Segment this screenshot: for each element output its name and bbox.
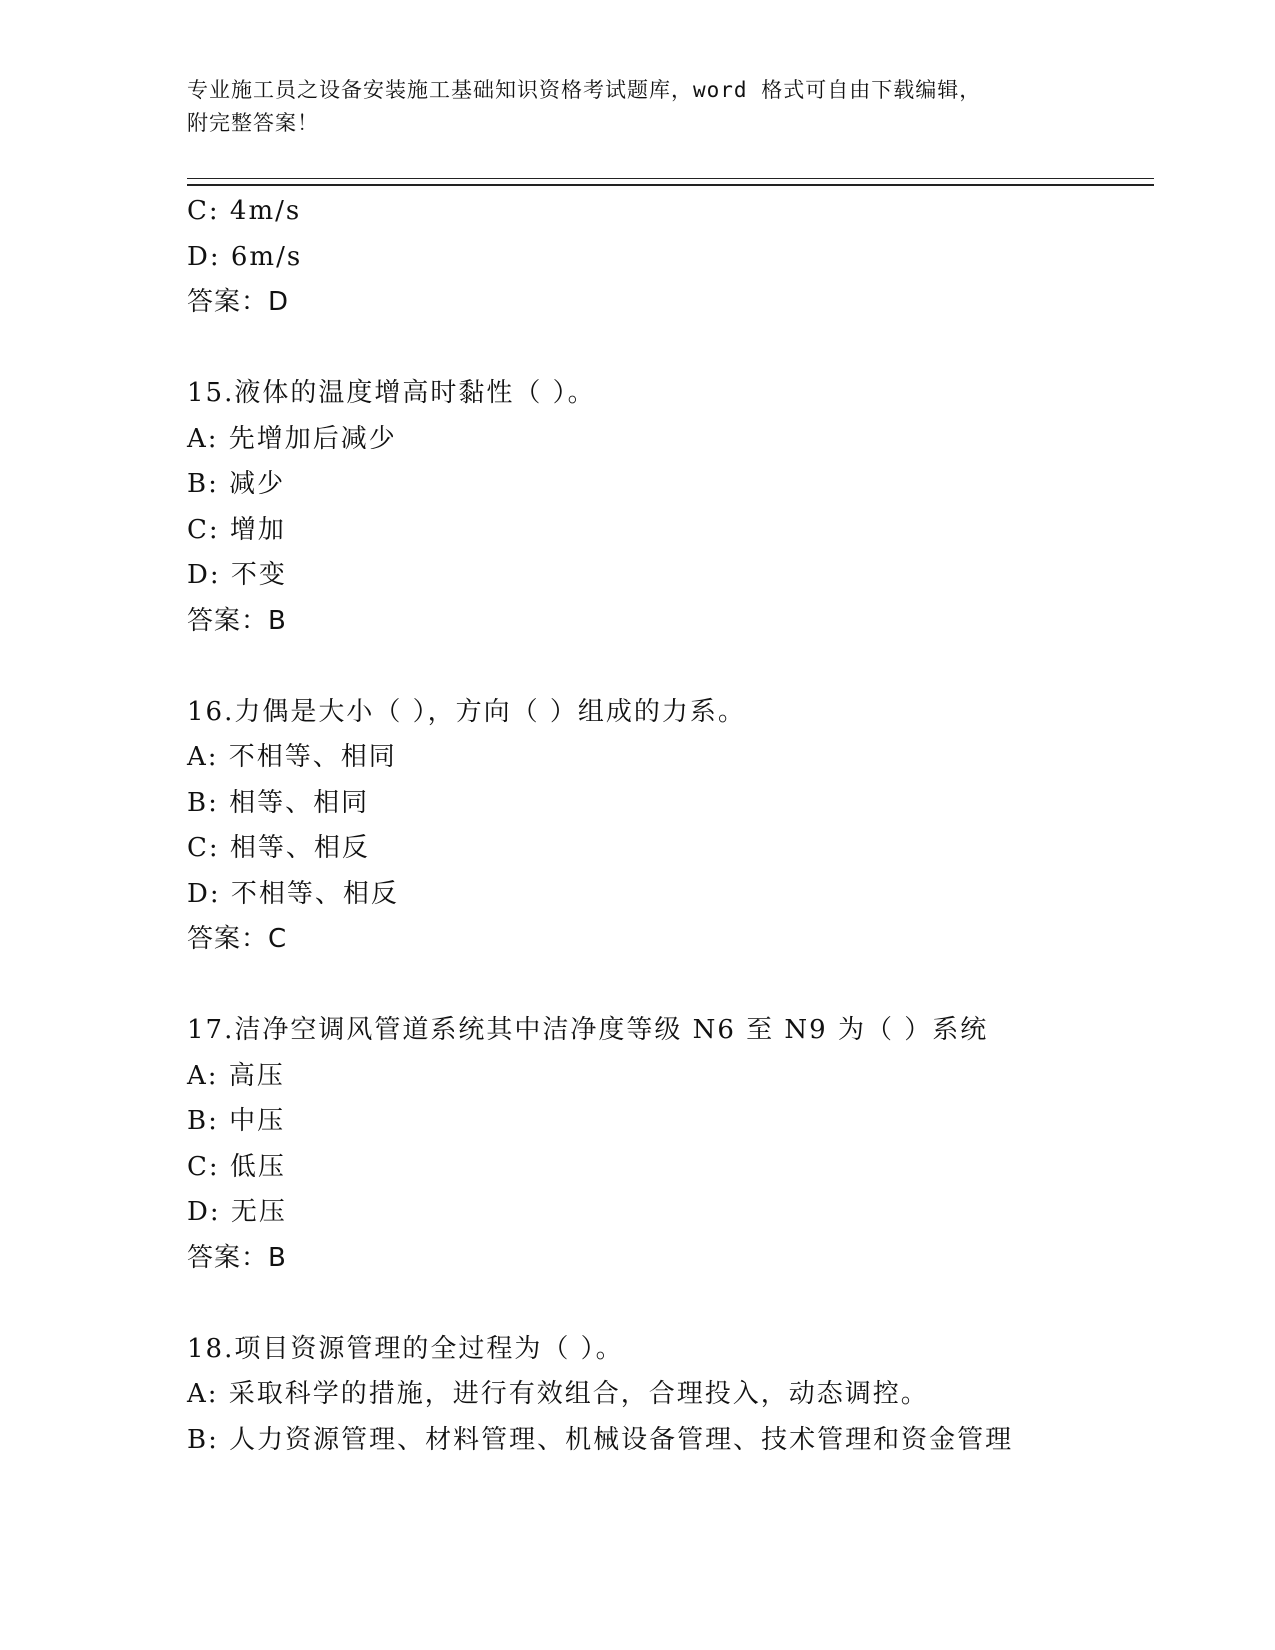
option-c: C: 4m/s: [187, 196, 302, 226]
answer-line: 答案：B: [187, 605, 287, 636]
question-stem: 18.项目资源管理的全过程为（ ）。: [187, 1333, 624, 1364]
option-b: B: 相等、相同: [187, 787, 370, 818]
header-line-1: 专业施工员之设备安装施工基础知识资格考试题库，word 格式可自由下载编辑，: [187, 78, 982, 102]
option-a: A: 不相等、相同: [187, 742, 397, 772]
option-b: B: 中压: [187, 1106, 286, 1136]
spacer: [187, 644, 1154, 690]
question-stem: 15.液体的温度增高时黏性（ ）。: [187, 378, 596, 408]
option-a: A: 采取科学的措施，进行有效组合，合理投入，动态调控。: [187, 1379, 929, 1409]
option-c: C: 相等、相反: [187, 833, 370, 863]
header-line-2: 附完整答案！: [187, 111, 319, 135]
option-d: D: 无压: [187, 1197, 287, 1227]
partial-question: [187, 189, 1154, 326]
page-header: [187, 74, 1087, 140]
question-17: [187, 1008, 1154, 1281]
option-a: A: 高压: [187, 1060, 285, 1091]
spacer: [187, 1281, 1154, 1327]
spacer: [187, 326, 1154, 372]
question-stem: 16.力偶是大小（ ），方向（ ）组成的力系。: [187, 696, 746, 727]
question-18: [187, 1327, 1154, 1464]
option-d: D: 6m/s: [187, 241, 303, 272]
answer-line: 答案：C: [187, 924, 288, 954]
option-b: B: 人力资源管理、材料管理、机械设备管理、技术管理和资金管理: [187, 1424, 1014, 1455]
answer-line: 答案：B: [187, 1242, 287, 1273]
option-d: D: 不变: [187, 560, 287, 590]
option-c: C: 增加: [187, 514, 286, 545]
question-stem: 17.洁净空调风管道系统其中洁净度等级 N6 至 N9 为（ ）系统: [187, 1015, 989, 1045]
option-a: A: 先增加后减少: [187, 423, 397, 454]
option-c: C: 低压: [187, 1151, 286, 1182]
option-b: B: 减少: [187, 469, 286, 499]
spacer: [187, 963, 1154, 1009]
option-d: D: 不相等、相反: [187, 878, 399, 909]
question-15: [187, 371, 1154, 644]
answer-line: 答案：D: [187, 287, 290, 317]
document-body: [187, 189, 1154, 1463]
question-16: [187, 690, 1154, 963]
header-divider: [187, 178, 1154, 186]
